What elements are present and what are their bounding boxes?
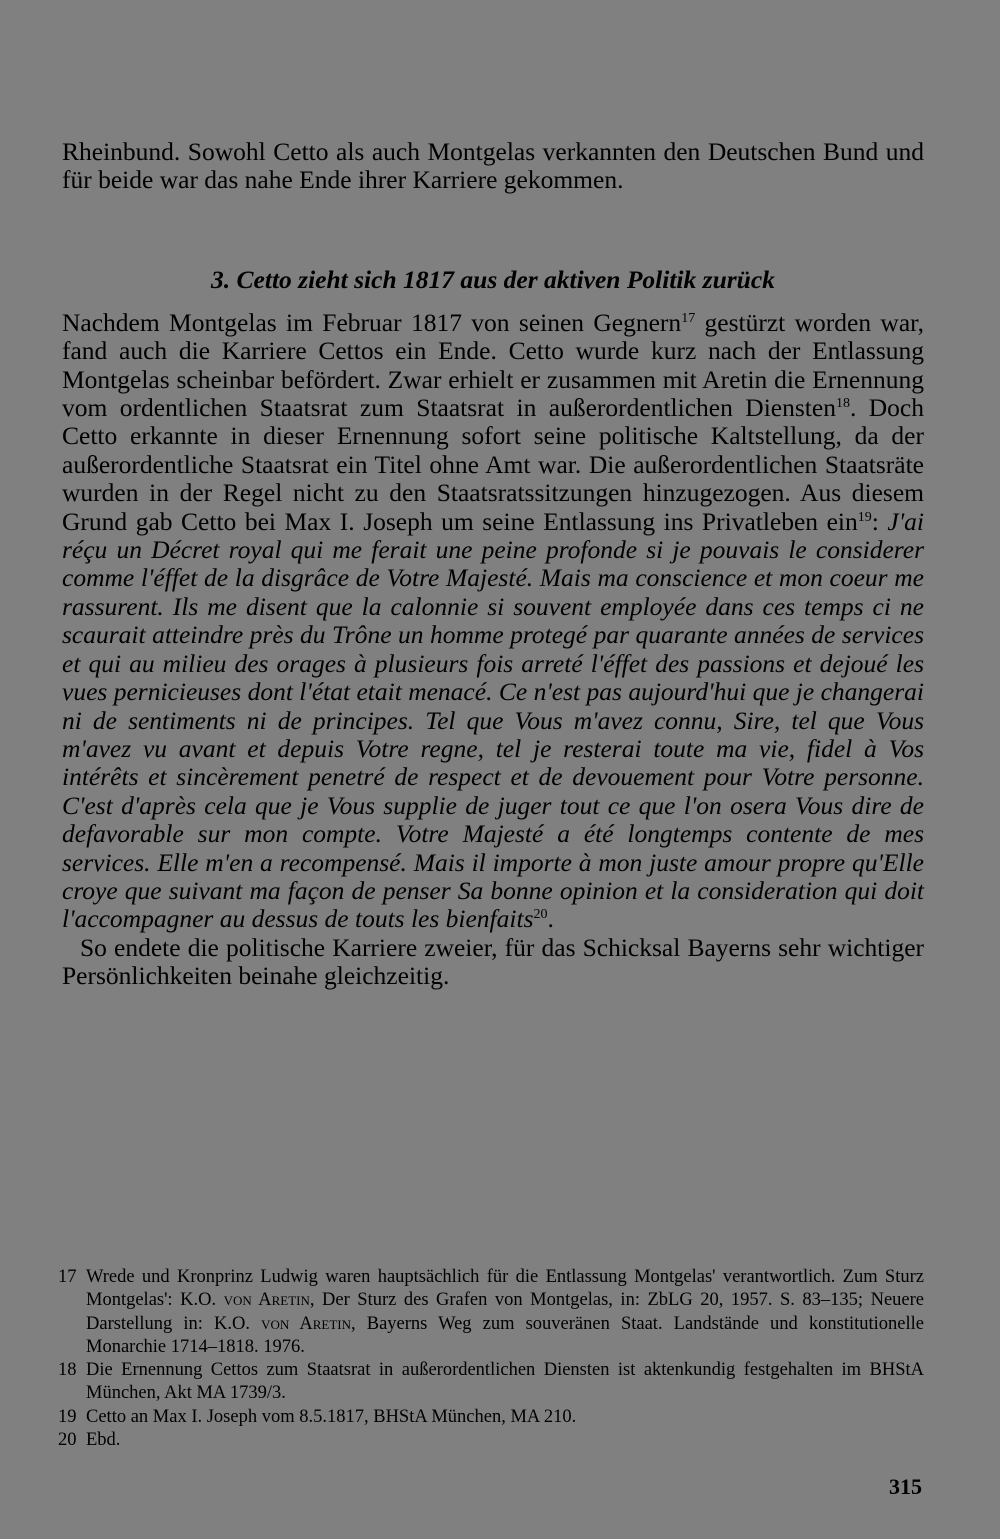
footnote-text-part: Wrede und Kronprinz Ludwig waren hauptsächlich für die Entlassung Montgelas' verantwortlich. Zum Sturz Montgelas': K.O.	[86, 1267, 924, 1311]
footnote-ref-18[interactable]: 18	[835, 396, 850, 412]
paragraph-2-text-d: :	[871, 506, 888, 536]
footnote-17	[58, 1266, 924, 1359]
footnote-19	[58, 1406, 924, 1429]
paragraph-2-text-a: Nachdem Montgelas im Februar 1817 von seinen Gegnern	[62, 307, 682, 337]
footnote-ref-20[interactable]: 20	[533, 907, 548, 923]
author-name: von Aretin	[261, 1313, 351, 1334]
page-number: 315	[889, 1474, 922, 1499]
footnote-number: 20	[58, 1430, 77, 1451]
paragraph-2-text-e: .	[547, 904, 554, 934]
footnote-text: Ebd.	[86, 1430, 121, 1451]
french-quotation: J'ai réçu un Décret royal qui me ferait une peine profonde si je pouvais le considerer comme l'éffet de la disgrâce de Votre Majesté. Mais ma conscience et mon coeur me rassurent. Ils me disent que la calonnie si souvent employée dans ces temps ci ne scaurait atteindre près du Trône un homme protegé par quarante années de services et qui au milieu des orages à plusieurs fois arreté l'éffet des passions et dejoué les vues pernicieuses dont l'état etait menacé. Ce n'est pas aujourd'hui que je changerai ni de sentiments ni de principes. Tel que Vous m'avez connu, Sire, tel que Vous m'avez vu avant et depuis Votre regne, tel je resterai toute ma vie, fidel à Vos intérêts et sincèrement penetré de respect et de devouement pour Votre personne. C'est d'après cela que je Vous supplie de juger tout ce que l'on osera Vous dire de defavorable sur mon compte. Votre Majesté a été longtemps contente de mes services. Elle m'en a recompensé. Mais il importe à mon juste amour propre qu'Elle croye que suivant ma façon de penser Sa bonne opinion et la consideration qui doit l'accompagner au dessus de touts les bienfaits	[62, 506, 924, 934]
paragraph-2-text-c: . Doch Cetto erkannte in dieser Ernennung sofort seine politische Kaltstellung, da der außerordentliche Staatsrat ein Titel ohne Amt war. Die außerordentlichen Staatsräte wurden in der Regel nicht zu den Staatsratssitzungen hinzugezogen. Aus diesem Grund gab Cetto bei Max I. Joseph um seine Entlassung ins Privatleben ein	[62, 393, 925, 536]
paragraph-1: Rheinbund. Sowohl Cetto als auch Montgelas verkannten den Deutschen Bund und für beide war das nahe Ende ihrer Karriere gekommen.	[62, 137, 924, 195]
author-name: von Aretin	[223, 1290, 310, 1311]
footnote-text	[86, 1266, 924, 1359]
paragraph-2-text-b: gestürzt worden war, fand auch die Karriere Cettos ein Ende. Cetto wurde kurz nach der Entlassung Montgelas scheinbar befördert. Zwar erhielt er zusammen mit Aretin die Ernennung vom ordentlichen Staatsrat zum Staatsrat in außerordentlichen Diensten	[62, 307, 924, 423]
paragraph-3: So endete die politische Karriere zweier, für das Schicksal Bayerns sehr wichtiger Persönlichkeiten beinahe gleichzeitig.	[62, 932, 924, 991]
footnote-18	[58, 1359, 924, 1406]
footnote-number: 17	[58, 1267, 77, 1287]
footnote-20	[58, 1429, 924, 1452]
section-heading: 3. Cetto zieht sich 1817 aus der aktiven Politik zurück	[211, 264, 775, 294]
page-body	[62, 138, 924, 991]
footnotes	[58, 1266, 924, 1452]
footnote-number: 18	[58, 1360, 77, 1381]
footnote-text-part: , Der Sturz des Grafen von Montgelas, in: ZbLG 20, 1957. S. 83–135; Neuere Darstellung in: K.O.	[86, 1290, 924, 1334]
footnote-ref-17[interactable]: 17	[681, 310, 696, 326]
footnote-text: Die Ernennung Cettos zum Staatsrat in außerordentlichen Diensten ist aktenkundig festgehalten im BHStA München, Akt MA 1739/3.	[86, 1360, 924, 1404]
paragraph-2	[62, 309, 924, 934]
footnote-number: 19	[58, 1406, 77, 1427]
footnote-text-part: , Bayerns Weg zum souveränen Staat. Landstände und konstitutionelle Monarchie 1714–1818. 1976.	[86, 1313, 924, 1357]
footnote-text: Cetto an Max I. Joseph vom 8.5.1817, BHStA München, MA 210.	[86, 1406, 577, 1427]
footnote-ref-19[interactable]: 19	[857, 509, 872, 525]
